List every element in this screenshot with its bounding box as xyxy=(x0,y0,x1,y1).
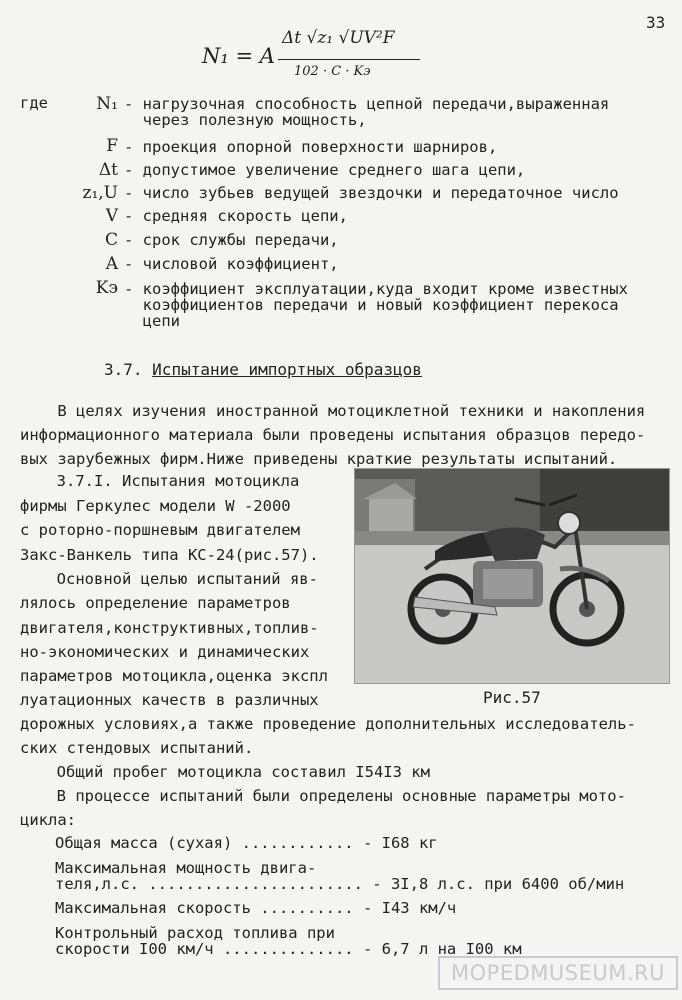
watermark: MOPEDMUSEUM.RU xyxy=(438,956,678,990)
text-line: Основной целью испытаний яв- xyxy=(38,570,318,588)
formula-numerator: Δt √z₁ √UV²F xyxy=(282,28,395,48)
parameter-row: Максимальная мощность двига- теля,л.с. ....................... - 3I,8 л.с. при 6400 об/мин xyxy=(55,859,625,893)
text-line: Закс-Ванкель типа КС-24(рис.57). xyxy=(20,546,319,564)
text-line: В процессе испытаний были определены основные параметры мото- xyxy=(38,787,626,805)
definition-text: - коэффициент эксплуатации,куда входит кроме известных коэффициентов передачи и новый коэффициент перекоса цепи xyxy=(124,280,628,330)
definitions-label: где xyxy=(20,94,48,112)
definition-text: - число зубьев ведущей звездочки и передаточное число xyxy=(124,184,619,202)
text-line: ских стендовых испытаний. xyxy=(20,739,254,757)
parameter-row: Максимальная скорость .......... - I43 км/ч xyxy=(55,899,457,917)
section-heading xyxy=(104,360,422,379)
definition-text: - нагрузочная способность цепной передачи,выраженная через полезную мощность, xyxy=(124,95,610,129)
fraction-line xyxy=(278,59,420,60)
formula-denominator: 102 · C · Kэ xyxy=(294,64,371,79)
section-number: 3.7. xyxy=(104,360,143,379)
text-line: с роторно-поршневым двигателем xyxy=(20,521,300,539)
text-line: лялось определение параметров xyxy=(20,594,291,612)
parameter-row: Общая масса (сухая) ............ - I68 кг xyxy=(55,834,438,852)
definition-symbol: V xyxy=(105,206,118,226)
text-line: цикла: xyxy=(20,811,76,829)
definition-text: - числовой коэффициент, xyxy=(124,255,339,273)
motorcycle-photo-drawing xyxy=(355,469,669,683)
text-line: двигателя,конструктивных,топлив- xyxy=(20,619,319,637)
definition-symbol: Δt xyxy=(98,160,118,180)
section-title: Испытание импортных образцов xyxy=(152,360,422,379)
definition-symbol: N₁ xyxy=(96,94,118,114)
definition-symbol: z₁,U xyxy=(82,183,118,203)
definition-symbol: A xyxy=(105,254,118,274)
formula xyxy=(200,24,430,84)
text-line: луатационных качеств в различных xyxy=(20,691,319,709)
text-line: но-экономических и динамических xyxy=(20,643,310,661)
formula-lhs: N₁ = A xyxy=(202,44,275,68)
definition-text: - средняя скорость цепи, xyxy=(124,207,348,225)
definition-symbol: C xyxy=(104,230,118,250)
text-line: параметров мотоцикла,оценка экспл xyxy=(20,667,328,685)
text-line: фирмы Геркулес модели W -2000 xyxy=(20,497,291,515)
text-line: информационного материала были проведены испытания образцов передо- xyxy=(20,426,646,444)
text-line: дорожных условиях,а также проведение дополнительных исследователь- xyxy=(20,715,636,733)
figure-caption: Рис.57 xyxy=(483,688,541,707)
text-line: В целях изучения иностранной мотоциклетной техники и накопления xyxy=(20,402,646,420)
definition-symbol: F xyxy=(106,136,118,156)
text-line: Общий пробег мотоцикла составил I54I3 км xyxy=(38,763,430,781)
page-number: 33 xyxy=(646,13,666,32)
motorcycle-photo xyxy=(354,468,670,684)
definition-text: - допустимое увеличение среднего шага цепи, xyxy=(124,161,526,179)
text-line: 3.7.I. Испытания мотоцикла xyxy=(38,472,300,490)
definition-text: - проекция опорной поверхности шарниров, xyxy=(124,138,498,156)
definition-text: - срок службы передачи, xyxy=(124,231,339,249)
definition-symbol: Kэ xyxy=(95,278,118,298)
text-line: вых зарубежных фирм.Ниже приведены краткие результаты испытаний. xyxy=(20,450,618,468)
parameter-row: Контрольный расход топлива при скорости I00 км/ч .............. - 6,7 л на I00 км xyxy=(55,924,522,958)
